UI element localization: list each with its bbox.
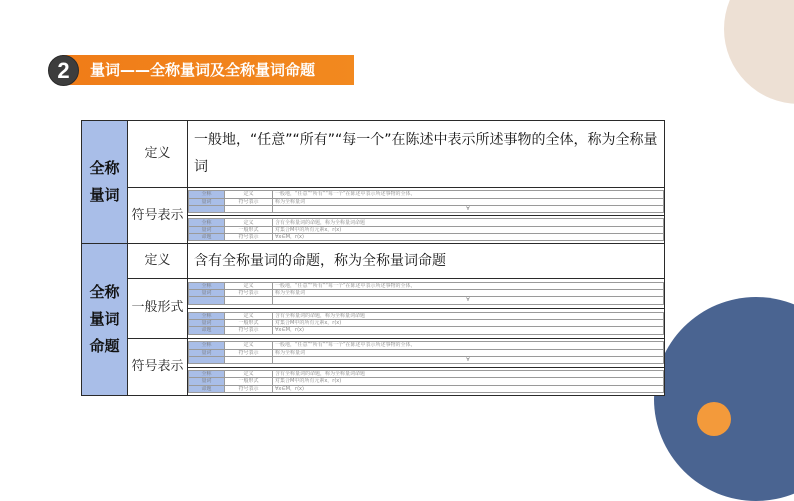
symbol-label-cell xyxy=(128,338,188,395)
thumb-content: 称为全称量词 xyxy=(273,198,664,205)
thumb-cat: 全称 xyxy=(189,191,225,198)
thumb-sub: 定义 xyxy=(225,282,273,289)
thumb-content: ∀ xyxy=(273,356,664,363)
decorative-circle-beige xyxy=(724,0,794,104)
thumb-sub: 符号表示 xyxy=(225,289,273,296)
definition-text-cell xyxy=(188,244,665,278)
thumb-cat: 全称 xyxy=(189,282,225,289)
thumb-content: 含有全称量词的命题，称为全称量词命题 xyxy=(273,312,664,319)
definition-text: 一般地，“任意”“所有”“每一个”在陈述中表示所述事物的全体，称为全称量词 xyxy=(194,132,658,176)
thumbnail-table xyxy=(188,341,664,364)
thumb-cat: 量词 xyxy=(189,289,225,296)
thumbnail-table xyxy=(188,190,664,213)
thumb-sub: 一般形式 xyxy=(225,320,273,327)
thumb-cat: 命题 xyxy=(189,385,225,392)
definition-label-cell xyxy=(128,121,188,188)
thumb-cat: 全称 xyxy=(189,342,225,349)
thumbnail-cell-4 xyxy=(188,308,665,338)
thumb-sub xyxy=(225,356,273,363)
general-form-label-cell xyxy=(128,278,188,338)
thumb-sub: 定义 xyxy=(225,342,273,349)
thumb-cat: 量词 xyxy=(189,198,225,205)
thumb-sub xyxy=(225,297,273,304)
thumb-sub: 定义 xyxy=(225,370,273,377)
thumbnail-cell-5 xyxy=(188,338,665,367)
thumbnail-cell-2 xyxy=(188,216,665,244)
thumb-sub: 符号表示 xyxy=(225,385,273,392)
symbol-label: 符号表示 xyxy=(131,207,184,223)
thumb-cat xyxy=(189,356,225,363)
decorative-circle-orange xyxy=(697,402,731,436)
thumb-content: 含有全称量词的命题，称为全称量词命题 xyxy=(273,370,664,377)
thumb-cat xyxy=(189,205,225,212)
thumb-content: ∀ xyxy=(273,297,664,304)
category-cell-proposition xyxy=(82,244,128,396)
section-number-badge: 2 xyxy=(48,55,79,86)
thumb-cat: 全称 xyxy=(189,312,225,319)
thumb-sub xyxy=(225,205,273,212)
thumb-sub: 符号表示 xyxy=(225,198,273,205)
definition-label: 定义 xyxy=(144,146,171,162)
thumb-cat: 量词 xyxy=(189,349,225,356)
definition-label: 定义 xyxy=(144,252,171,268)
thumb-content: 一般地，“任意”“所有”“每一个”在陈述中表示所述事物的全体， xyxy=(273,342,664,349)
thumb-sub: 定义 xyxy=(225,191,273,198)
thumbnail-table xyxy=(188,370,664,393)
thumb-content: ∀x∈M，r(x) xyxy=(273,327,664,334)
thumb-content: ∀ xyxy=(273,205,664,212)
thumb-content: 一般地，“任意”“所有”“每一个”在陈述中表示所述事物的全体， xyxy=(273,191,664,198)
definition-label-cell xyxy=(128,244,188,278)
thumb-sub: 定义 xyxy=(225,312,273,319)
thumb-sub: 符号表示 xyxy=(225,234,273,241)
thumb-content: ∀x∈M，r(x) xyxy=(273,234,664,241)
thumb-cat xyxy=(189,297,225,304)
definition-text: 含有全称量词的命题，称为全称量词命题 xyxy=(194,252,446,269)
category-cell-quantifier xyxy=(82,121,128,244)
section-title: 量词——全称量词及全称量词命题 xyxy=(90,61,316,79)
thumb-sub: 一般形式 xyxy=(225,378,273,385)
symbol-label-cell xyxy=(128,188,188,244)
category-label-proposition: 全称量词命题 xyxy=(89,283,120,356)
thumb-cat: 全称 xyxy=(189,219,225,226)
thumbnail-cell-1 xyxy=(188,188,665,216)
thumb-content: 对集合M中的所有元素x，r(x) xyxy=(273,226,664,233)
thumb-cat: 命题 xyxy=(189,234,225,241)
symbol-label: 符号表示 xyxy=(131,358,184,374)
definition-table xyxy=(81,120,665,396)
thumb-sub: 符号表示 xyxy=(225,327,273,334)
thumbnail-table xyxy=(188,218,664,241)
thumb-sub: 符号表示 xyxy=(225,349,273,356)
thumbnail-table xyxy=(188,282,664,305)
thumb-content: 含有全称量词的命题，称为全称量词命题 xyxy=(273,219,664,226)
thumbnail-cell-6 xyxy=(188,367,665,395)
definition-text-cell xyxy=(188,121,665,188)
thumb-content: 一般地，“任意”“所有”“每一个”在陈述中表示所述事物的全体， xyxy=(273,282,664,289)
thumb-cat: 量词 xyxy=(189,226,225,233)
thumb-sub: 一般形式 xyxy=(225,226,273,233)
decorative-circle-navy xyxy=(654,297,794,501)
thumbnail-table xyxy=(188,312,664,335)
thumb-sub: 定义 xyxy=(225,219,273,226)
thumb-cat: 量词 xyxy=(189,320,225,327)
thumbnail-cell-3 xyxy=(188,278,665,308)
thumb-content: 对集合M中的所有元素x，r(x) xyxy=(273,320,664,327)
thumb-cat: 命题 xyxy=(189,327,225,334)
thumb-cat: 量词 xyxy=(189,378,225,385)
thumb-cat: 全称 xyxy=(189,370,225,377)
thumb-content: 称为全称量词 xyxy=(273,349,664,356)
thumb-content: 称为全称量词 xyxy=(273,289,664,296)
thumb-content: ∀x∈M，r(x) xyxy=(273,385,664,392)
thumb-content: 对集合M中的所有元素x，r(x) xyxy=(273,378,664,385)
general-form-label: 一般形式 xyxy=(131,300,184,316)
category-label-quantifier: 全称量词 xyxy=(89,159,120,205)
